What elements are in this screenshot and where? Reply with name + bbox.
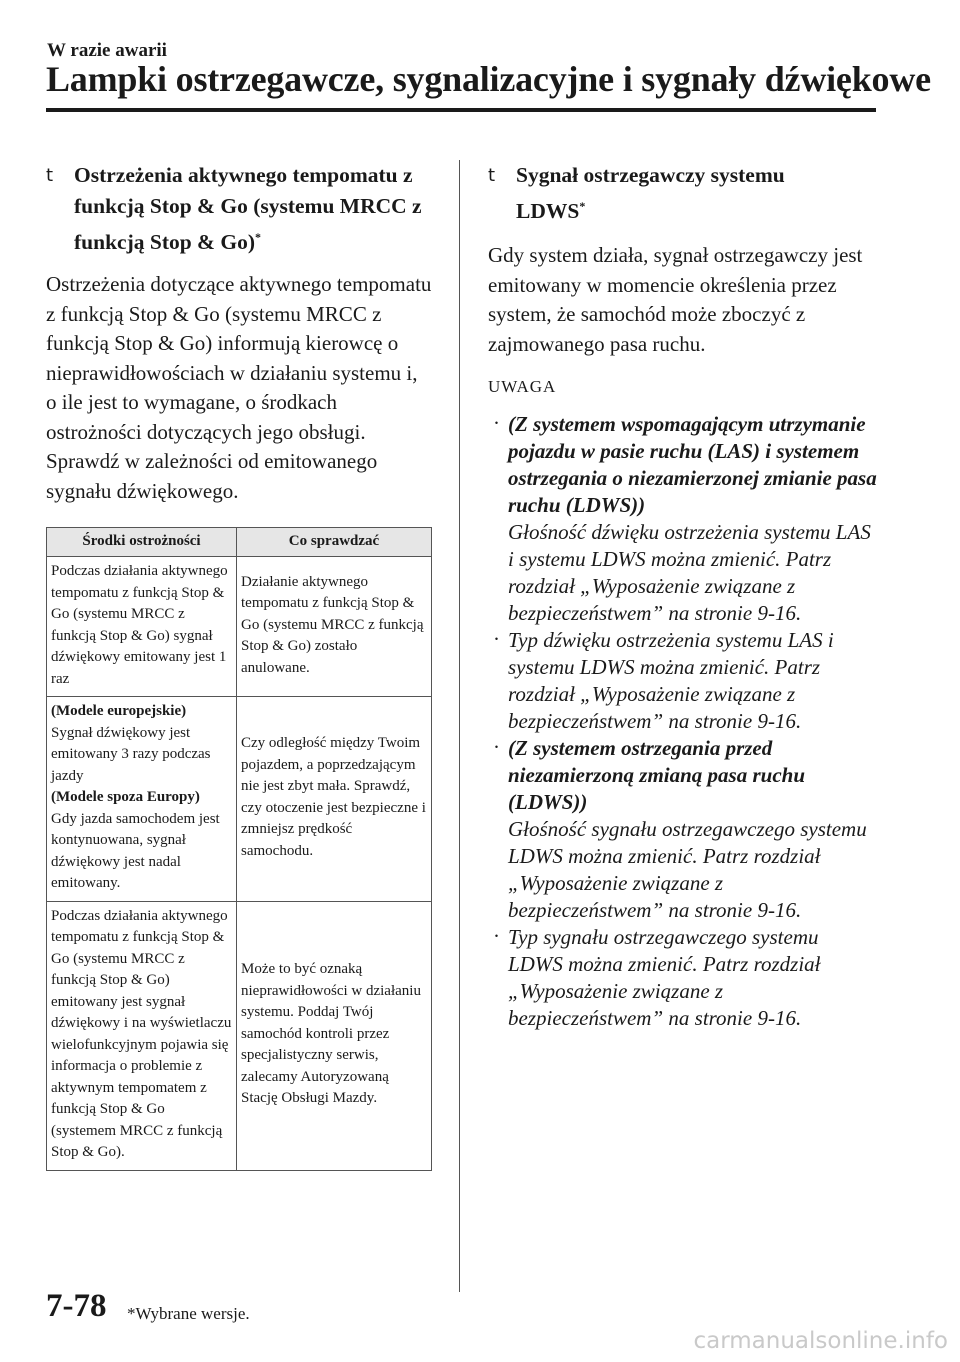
left-column xyxy=(46,160,432,1171)
note-text: Typ dźwięku ostrzeżenia systemu LAS i systemu LDWS można zmienić. Patrz rozdział „Wyposażenie związane z bezpieczeństwem” na stronie 9-16. xyxy=(508,628,834,734)
table-row xyxy=(47,697,432,902)
table-cell-check: Może to być oznaką nieprawidłowości w działaniu systemu. Poddaj Twój samochód kontroli przez specjalistyczny serwis, zalecamy Autoryzowaną Stację Obsługi Mazdy. xyxy=(237,901,432,1170)
ldws-heading xyxy=(488,160,836,227)
optional-asterisk: * xyxy=(254,230,261,244)
region-label-non-europe: (Modele spoza Europy) xyxy=(51,789,200,806)
note-condition: (Z systemem wspomagającym utrzymanie pojazdu w pasie ruchu (LAS) i systemem ostrzegania o niezamierzonej zmianie pasa ruchu (LDWS)) xyxy=(508,412,877,518)
note-text: Głośność dźwięku ostrzeżenia systemu LAS i systemu LDWS można zmienić. Patrz rozdział „Wyposażenie związane z bezpieczeństwem” na stronie 9-16. xyxy=(508,520,871,626)
bullet-icon: · xyxy=(493,627,500,652)
note-condition: (Z systemem ostrzegania przed niezamierzoną zmianą pasa ruchu (LDWS)) xyxy=(508,736,805,815)
table-cell-condition: Podczas działania aktywnego tempomatu z funkcją Stop & Go (systemu MRCC z funkcją Stop & Go) sygnał dźwiękowy emitowany jest 1 raz xyxy=(47,557,237,697)
optional-asterisk: * xyxy=(579,199,586,213)
table-header-what-to-check: Co sprawdzać xyxy=(237,528,432,557)
section-marker-icon: t xyxy=(488,165,496,186)
bullet-icon: · xyxy=(493,924,500,949)
list-item xyxy=(488,735,878,924)
region-label-europe: (Modele europejskie) xyxy=(51,703,187,720)
title-rule xyxy=(46,108,876,112)
note-label: UWAGA xyxy=(488,377,557,397)
page-number: 7-78 xyxy=(46,1288,107,1324)
condition-text-europe: Sygnał dźwiękowy jest emitowany 3 razy podczas jazdy xyxy=(51,724,211,784)
condition-text-non-europe: Gdy jazda samochodem jest kontynuowana, sygnał dźwiękowy jest nadal emitowany. xyxy=(51,810,220,892)
list-item xyxy=(488,627,878,735)
note-list xyxy=(488,411,878,1032)
table-cell-check: Działanie aktywnego tempomatu z funkcją Stop & Go (systemu MRCC z funkcją Stop & Go) zostało anulowane. xyxy=(237,557,432,697)
table-cell-check: Czy odległość między Twoim pojazdem, a poprzedzającym nie jest zbyt mała. Sprawdź, czy otoczenie jest bezpieczne i zmniejsz prędkość samochodu. xyxy=(237,697,432,902)
table-header-row xyxy=(47,528,432,557)
ldws-intro-paragraph: Gdy system działa, sygnał ostrzegawczy jest emitowany w momencie określenia przez system, że samochód może zboczyć z zajmowanego pasa ruchu. xyxy=(488,243,863,356)
list-item xyxy=(488,924,878,1032)
heading-text: Sygnał ostrzegawczy systemu LDWS xyxy=(516,163,785,224)
list-item xyxy=(488,411,878,627)
table-row xyxy=(47,557,432,697)
table-cell-condition: Podczas działania aktywnego tempomatu z funkcją Stop & Go (systemu MRCC z funkcją Stop & Go) emitowany jest sygnał dźwiękowy i na wyświetlaczu wielofunkcyjnym pojawia się informacja o problemie z aktywnym tempomatem z funkcją Stop & Go (systemem MRCC z funkcją Stop & Go). xyxy=(47,901,237,1170)
bullet-icon: · xyxy=(493,411,500,436)
chapter-title: Lampki ostrzegawcze, sygnalizacyjne i sygnały dźwiękowe xyxy=(46,59,931,99)
warnings-table xyxy=(46,527,432,1171)
table-cell-condition xyxy=(47,697,237,902)
section-label: W razie awarii xyxy=(47,40,167,61)
acc-intro-paragraph: Ostrzeżenia dotyczące aktywnego tempomatu z funkcją Stop & Go (systemu MRCC z funkcją Stop & Go) informują kierowcę o nieprawidłowościach w działaniu systemu i, o ile jest to wymagane, o środkach ostrożności dotyczących jego obsługi. xyxy=(46,272,432,444)
section-marker-icon: t xyxy=(46,165,54,186)
right-column xyxy=(488,160,878,1032)
table-row xyxy=(47,901,432,1170)
bullet-icon: · xyxy=(493,735,500,760)
heading-text: Ostrzeżenia aktywnego tempomatu z funkcją Stop & Go (systemu MRCC z funkcją Stop & Go) xyxy=(74,163,422,255)
footnote: *Wybrane wersje. xyxy=(127,1304,250,1323)
watermark: carmanualsonline.info xyxy=(693,1328,948,1354)
acc-check-paragraph: Sprawdź w zależności od emitowanego sygnału dźwiękowego. xyxy=(46,449,378,503)
table-header-precautions: Środki ostrożności xyxy=(47,528,237,557)
acc-warnings-heading xyxy=(46,160,432,258)
note-text: Typ sygnału ostrzegawczego systemu LDWS można zmienić. Patrz rozdział „Wyposażenie związane z bezpieczeństwem” na stronie 9-16. xyxy=(508,925,821,1031)
column-divider xyxy=(459,160,460,1292)
note-text: Głośność sygnału ostrzegawczego systemu LDWS można zmienić. Patrz rozdział „Wyposażenie związane z bezpieczeństwem” na stronie 9-16. xyxy=(508,817,867,923)
